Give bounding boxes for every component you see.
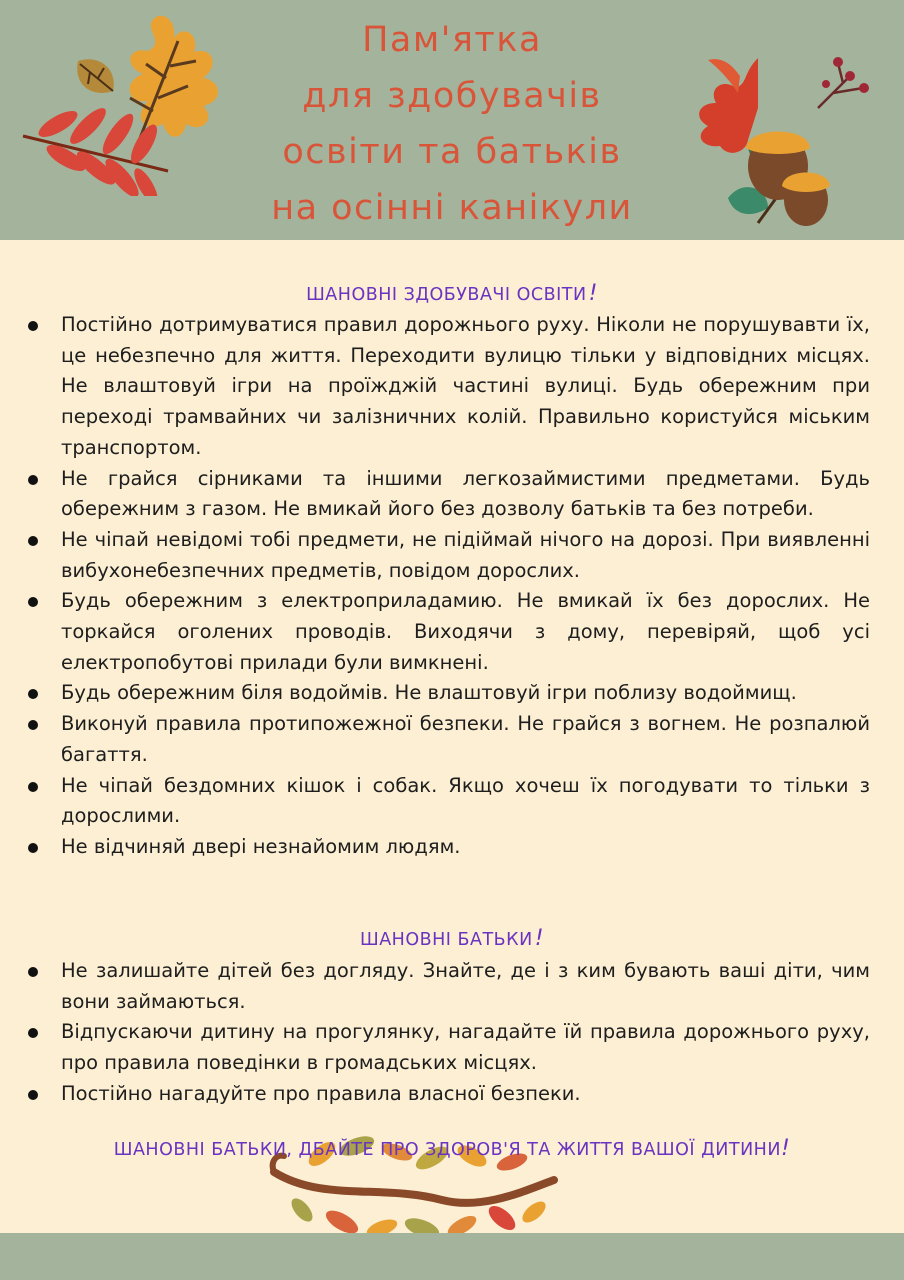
- closing-message: [0, 1136, 904, 1161]
- list-item: Будь обережним з електроприладамию. Не вмикай їх без дорослих. Не торкайся оголених проводів. Виходячи з дому, перевіряй, щоб усі електропобутові прилади були вимкнені.: [0, 586, 904, 678]
- title-line-1: Пам'ятка: [362, 20, 542, 60]
- parents-heading-text: ШАНОВНІ БАТЬКИ: [359, 930, 533, 950]
- parents-list: [0, 956, 904, 1110]
- list-item: Не залишайте дітей без догляду. Знайте, де і з ким бувають ваші діти, чим вони займаються.: [0, 956, 904, 1017]
- page-title: [250, 12, 654, 236]
- list-item: Будь обережним біля водоймів. Не влаштовуй ігри поблизу водоймищ.: [0, 678, 904, 709]
- list-item: Постійно дотримуватися правил дорожнього руху. Ніколи не порушувавти їх, це небезпечно для життя. Переходити вулицю тільки у відповідних місцях. Не влаштовуй ігри на проїжджій частині вулиці. Будь обережним при переході трамвайних чи залізничних колій. Правильно користуйся міським транспортом.: [0, 310, 904, 464]
- parents-heading-excl: !: [534, 926, 545, 951]
- parents-heading: [0, 926, 904, 951]
- acorns-berries-right-icon: [688, 48, 874, 240]
- list-item: Не відчиняй двері незнайомим людям.: [0, 832, 904, 863]
- autumn-leaves-left-icon: [18, 6, 228, 196]
- list-item: Не чіпай невідомі тобі предмети, не підіймай нічого на дорозі. При виявленні вибухонебезпечних предметів, повідом дорослих.: [0, 525, 904, 586]
- closing-text: ШАНОВНІ БАТЬКИ, ДБАЙТЕ ПРО ЗДОРОВ'Я ТА ЖИТТЯ ВАШОЇ ДИТИНИ: [113, 1140, 781, 1160]
- students-heading-text: ШАНОВНІ ЗДОБУВАЧІ ОСВІТИ: [306, 285, 587, 305]
- list-item: Не чіпай бездомних кішок і собак. Якщо хочеш їх погодувати то тільки з дорослими.: [0, 771, 904, 832]
- students-heading: [0, 281, 904, 306]
- list-item: Постійно нагадуйте про правила власної безпеки.: [0, 1079, 904, 1110]
- list-item: Відпускаючи дитину на прогулянку, нагадайте їй правила дорожнього руху, про правила поведінки в громадських місцях.: [0, 1017, 904, 1078]
- title-line-4: на осінні канікули: [271, 188, 633, 228]
- footer-band: [0, 1233, 904, 1280]
- closing-excl: !: [780, 1136, 791, 1161]
- list-item: Не грайся сірниками та іншими легкозаймистими предметами. Будь обережним з газом. Не вмикай його без дозволу батьків та без потреби.: [0, 464, 904, 525]
- students-list: [0, 310, 904, 863]
- students-heading-excl: !: [588, 281, 598, 306]
- title-line-3: освіти та батьків: [282, 132, 622, 172]
- list-item: Виконуй правила протипожежної безпеки. Не грайся з вогнем. Не розпалюй багаття.: [0, 709, 904, 770]
- title-line-2: для здобувачів: [302, 76, 602, 116]
